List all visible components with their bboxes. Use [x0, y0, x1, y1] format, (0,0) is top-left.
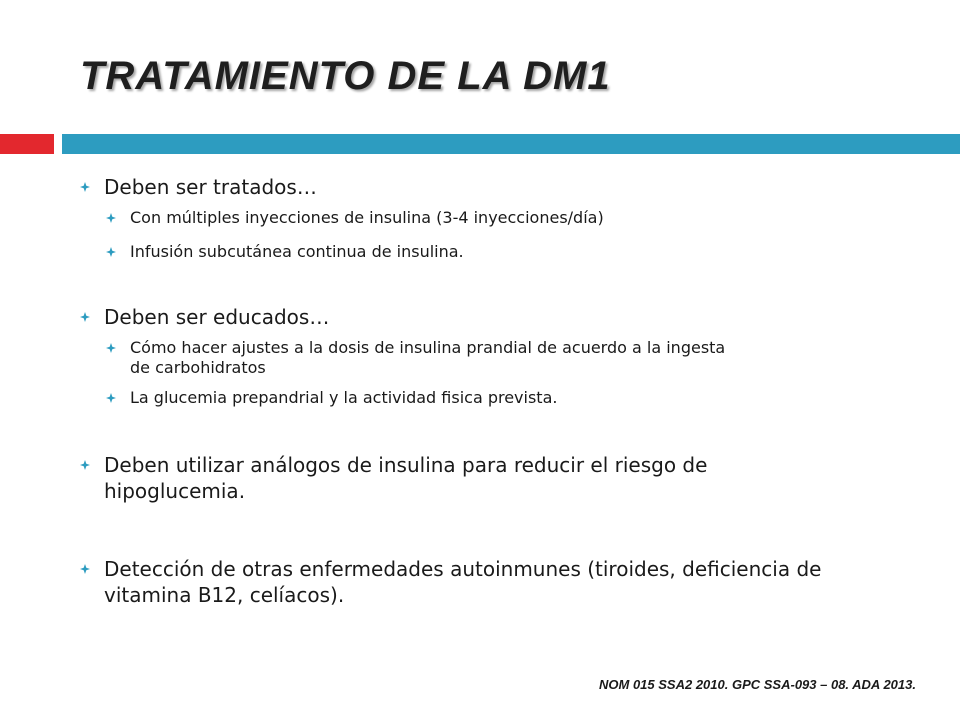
diamond-bullet-icon — [106, 213, 116, 223]
diamond-bullet-icon — [106, 393, 116, 403]
diamond-bullet-icon — [106, 343, 116, 353]
diamond-bullet-icon — [80, 182, 90, 192]
sub-bullet-item — [106, 338, 920, 378]
sub-bullet-item — [106, 242, 920, 262]
sub-bullet-text: Cómo hacer ajustes a la dosis de insulina prandial de acuerdo a la ingesta de carbohidratos — [130, 338, 726, 377]
bullet-text: Deben utilizar análogos de insulina para reducir el riesgo de hipoglucemia. — [104, 453, 708, 503]
sub-bullet-item — [106, 388, 920, 408]
bullet-item — [80, 174, 920, 262]
bullet-text: Detección de otras enfermedades autoinmunes (tiroides, deficiencia de vitamina B12, celíacos). — [104, 557, 822, 607]
bullet-item — [80, 556, 920, 608]
slide-title: TRATAMIENTO DE LA DM1 — [80, 54, 611, 98]
sub-bullet-text: Con múltiples inyecciones de insulina (3-4 inyecciones/día) — [130, 208, 604, 227]
reference-citation: NOM 015 SSA2 2010. GPC SSA-093 – 08. ADA 2013. — [599, 677, 916, 692]
sub-bullet-item — [106, 208, 920, 228]
bullet-text: Deben ser educados… — [104, 305, 330, 329]
bullet-item — [80, 452, 920, 504]
sub-bullet-text: La glucemia prepandrial y la actividad fisica prevista. — [130, 388, 558, 407]
bullet-text: Deben ser tratados… — [104, 175, 317, 199]
sub-bullet-text: Infusión subcutánea continua de insulina. — [130, 242, 464, 261]
diamond-bullet-icon — [80, 460, 90, 470]
diamond-bullet-icon — [80, 312, 90, 322]
title-accent-blue-bar — [62, 134, 960, 154]
diamond-bullet-icon — [106, 247, 116, 257]
bullet-item — [80, 304, 920, 408]
diamond-bullet-icon — [80, 564, 90, 574]
slide-content — [80, 166, 920, 608]
title-accent-red-bar — [0, 134, 54, 154]
